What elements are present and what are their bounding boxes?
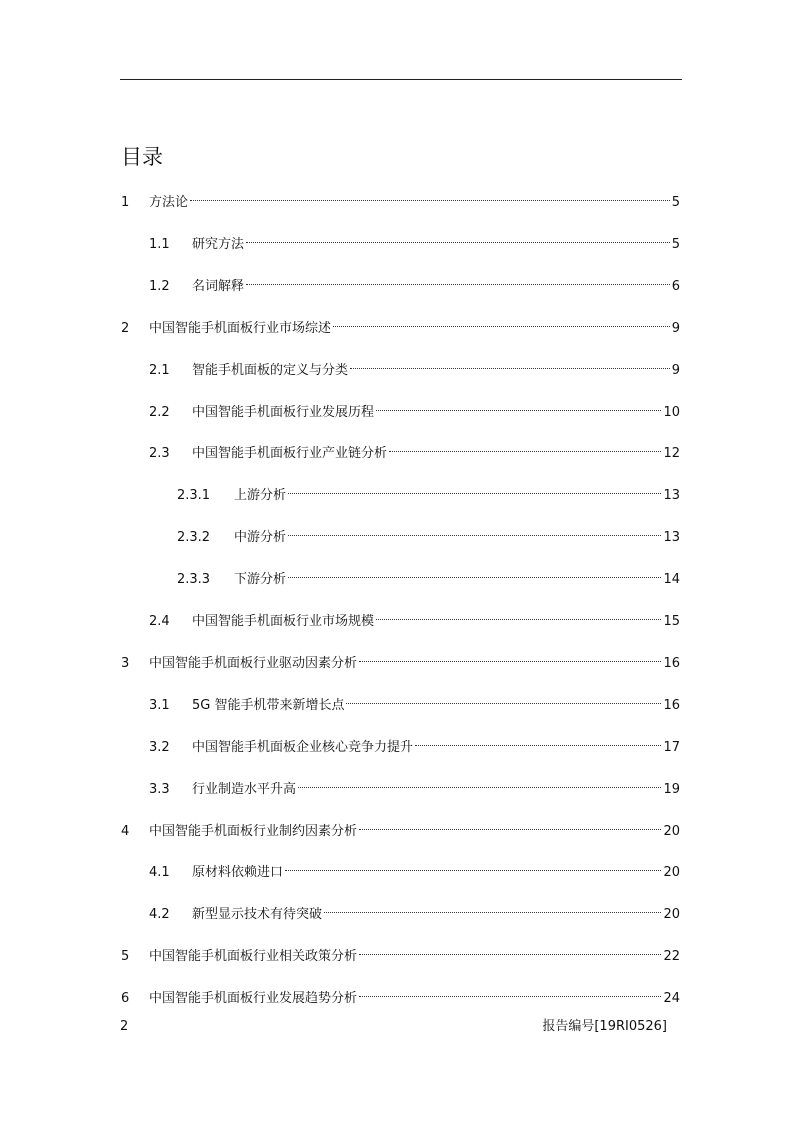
toc-entry-title: 中国智能手机面板行业市场规模 <box>192 614 375 629</box>
toc-entry-title: 上游分析 <box>234 488 287 504</box>
toc-entry-title: 中国智能手机面板企业核心竞争力提升 <box>192 739 414 755</box>
toc-entry-page: 9 <box>671 320 680 336</box>
toc-entry[interactable] <box>149 856 680 881</box>
toc-entry-page: 20 <box>663 907 680 923</box>
toc-dot-leader <box>415 731 661 751</box>
toc-entry-number: 5 <box>121 949 130 965</box>
toc-entry-number: 2.3 <box>149 446 170 462</box>
toc-entry-number: 1 <box>121 195 130 210</box>
toc-title: 目录 <box>121 145 163 169</box>
toc-entry-title: 中国智能手机面板行业相关政策分析 <box>149 949 358 965</box>
toc-entry-page: 14 <box>663 572 680 588</box>
toc-entry-number: 3.2 <box>149 739 170 755</box>
toc-entry-number: 3.1 <box>149 697 170 713</box>
toc-dot-leader <box>389 437 661 457</box>
toc-dot-leader <box>333 312 670 332</box>
toc-dot-leader <box>298 773 661 793</box>
toc-entry-number: 4.1 <box>149 865 170 881</box>
toc-entry[interactable] <box>149 354 680 378</box>
toc-entry-page: 20 <box>663 865 680 881</box>
toc-entry-title: 原材料依赖进口 <box>192 865 284 881</box>
footer-page-number: 2 <box>120 1019 129 1034</box>
toc-entry-title: 研究方法 <box>192 236 245 252</box>
toc-dot-leader <box>285 856 661 876</box>
toc-entry-number: 2.4 <box>149 614 170 629</box>
toc-entry-page: 12 <box>663 446 680 462</box>
toc-entry[interactable] <box>149 689 680 713</box>
footer-report-id: 报告编号[19RI0526] <box>542 1019 667 1034</box>
toc-dot-leader <box>246 228 670 248</box>
toc-entry-page: 19 <box>663 781 680 797</box>
header-rule <box>120 79 682 80</box>
toc-entry[interactable] <box>149 396 680 420</box>
toc-entry-title: 下游分析 <box>234 572 287 588</box>
toc-entry[interactable] <box>149 437 680 462</box>
toc-entry[interactable] <box>177 563 680 588</box>
toc-entry[interactable] <box>177 479 680 504</box>
toc-entry-number: 3.3 <box>149 781 170 797</box>
toc-entry-number: 2.3.1 <box>177 488 211 504</box>
toc-entry[interactable] <box>121 815 680 839</box>
toc-entry[interactable] <box>149 898 680 923</box>
toc-entry[interactable] <box>149 605 680 629</box>
toc-dot-leader <box>190 186 670 206</box>
toc-entry-title: 中国智能手机面板行业市场综述 <box>149 320 332 336</box>
toc-entry-page: 24 <box>663 991 680 1007</box>
toc-entry-title: 中国智能手机面板行业产业链分析 <box>192 446 388 462</box>
toc-entry-page: 5 <box>671 195 680 210</box>
toc-dot-leader <box>324 898 661 918</box>
toc-entry-title: 新型显示技术有待突破 <box>192 907 323 923</box>
toc-entry-number: 2.2 <box>149 404 170 420</box>
toc-entry-title: 方法论 <box>149 195 189 210</box>
toc-entry-number: 4 <box>121 823 130 839</box>
toc-entry[interactable] <box>121 982 680 1007</box>
toc-entry-page: 22 <box>663 949 680 965</box>
toc-entry[interactable] <box>121 647 680 671</box>
toc-entry-title: 5G 智能手机带来新增长点 <box>192 697 345 713</box>
toc-entry-title: 智能手机面板的定义与分类 <box>192 362 349 378</box>
toc-entry-title: 中国智能手机面板行业驱动因素分析 <box>149 655 358 671</box>
toc-entry[interactable] <box>121 186 680 210</box>
toc-dot-leader <box>288 563 661 583</box>
toc-dot-leader <box>246 270 670 290</box>
toc-entry[interactable] <box>121 312 680 336</box>
toc-entry-page: 10 <box>663 404 680 420</box>
toc-entry[interactable] <box>149 731 680 755</box>
toc-dot-leader <box>350 354 670 374</box>
toc-dot-leader <box>359 982 661 1002</box>
toc-dot-leader <box>288 521 661 541</box>
toc-entry[interactable] <box>121 940 680 965</box>
toc-entry-page: 13 <box>663 530 680 546</box>
toc-dot-leader <box>359 815 661 835</box>
toc-entry-page: 9 <box>671 362 680 378</box>
toc-entry-number: 2.3.2 <box>177 530 211 546</box>
toc-entry-number: 1.1 <box>149 236 170 252</box>
toc-entry-page: 16 <box>663 655 680 671</box>
toc-entry-number: 2 <box>121 320 130 336</box>
toc-entry[interactable] <box>177 521 680 546</box>
toc-entry-title: 中国智能手机面板行业发展趋势分析 <box>149 991 358 1007</box>
toc-entry-number: 6 <box>121 991 130 1007</box>
toc-dot-leader <box>376 396 661 416</box>
toc-entry-title: 中游分析 <box>234 530 287 546</box>
toc-entry-page: 16 <box>663 697 680 713</box>
toc-dot-leader <box>376 605 661 625</box>
toc-entry-page: 6 <box>671 278 680 294</box>
toc-entry-title: 行业制造水平升高 <box>192 781 297 797</box>
toc-entry-number: 1.2 <box>149 278 170 294</box>
toc-dot-leader <box>359 647 661 667</box>
toc-entry-page: 20 <box>663 823 680 839</box>
toc-entry[interactable] <box>149 228 680 252</box>
toc-entry-title: 中国智能手机面板行业制约因素分析 <box>149 823 358 839</box>
toc-entry-page: 15 <box>663 614 680 629</box>
toc-entry-page: 17 <box>663 739 680 755</box>
toc-entry-number: 2.1 <box>149 362 170 378</box>
toc-entry-number: 4.2 <box>149 907 170 923</box>
toc-entry[interactable] <box>149 773 680 797</box>
toc-entry-title: 中国智能手机面板行业发展历程 <box>192 404 375 420</box>
toc-entry-page: 13 <box>663 488 680 504</box>
toc-entry[interactable] <box>149 270 680 294</box>
toc-entry-number: 2.3.3 <box>177 572 211 588</box>
toc-entry-title: 名词解释 <box>192 278 245 294</box>
toc-dot-leader <box>288 479 661 499</box>
toc-dot-leader <box>346 689 661 709</box>
toc-entry-number: 3 <box>121 655 130 671</box>
toc-entry-page: 5 <box>671 236 680 252</box>
toc-dot-leader <box>359 940 661 960</box>
